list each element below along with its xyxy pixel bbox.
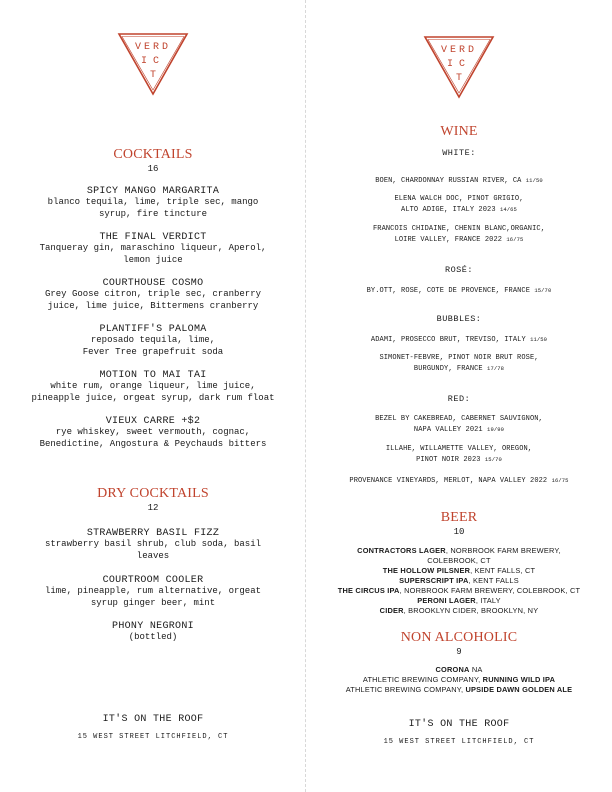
wine-price: 15/70 [534, 287, 552, 294]
non-alcoholic-price: 9 [456, 647, 462, 657]
drink-desc: Fever Tree grapefruit soda [82, 346, 224, 357]
menu-item [0, 370, 306, 404]
wine-price: 14/65 [499, 205, 517, 213]
footer-address: 15 WEST STREET LITCHFIELD, CT [77, 733, 229, 741]
wine-item: BOEN, CHARDONNAY RUSSIAN RIVER, CA 11/50 [375, 177, 543, 185]
list-item: PERONI LAGER, ITALY [417, 596, 501, 605]
drink-desc: Benedictine, Angostura & Peychauds bitters [39, 438, 267, 449]
drink-desc: strawberry basil shrub, club soda, basil [44, 539, 262, 549]
drink-name: STRAWBERRY BASIL FIZZ [86, 528, 220, 539]
drink-name: MOTION TO MAI TAI [99, 370, 207, 381]
wine-price: 17/78 [487, 364, 505, 372]
verdict-logo [117, 32, 189, 96]
drink-desc: syrup ginger beer, mint [90, 597, 216, 608]
drink-desc: Grey Goose citron, triple sec, cranberry [44, 289, 262, 299]
wine-rose-label: ROSÉ: [444, 265, 473, 275]
drink-desc: leaves [136, 550, 170, 561]
menu-item [0, 575, 306, 609]
verdict-logo [423, 35, 495, 99]
menu-item [0, 416, 306, 450]
drink-desc: reposado tequila, lime, [90, 335, 216, 345]
drink-desc: syrup, fire tincture [98, 208, 208, 219]
svg-text:IC: IC [140, 56, 166, 67]
drink-desc: pineapple juice, orgeat syrup, dark rum float [31, 392, 275, 403]
svg-text:VERD: VERD [440, 45, 478, 56]
list-item: THE CIRCUS IPA, NORBROOK FARM BREWERY, COLEBROOK, CT [337, 586, 581, 595]
drink-desc: (bottled) [128, 632, 178, 642]
beer-price: 10 [453, 527, 465, 537]
menu-item [0, 232, 306, 266]
drink-name: PHONY NEGRONI [112, 621, 194, 632]
menu-item [0, 186, 306, 220]
menu-item [0, 278, 306, 312]
wine-price: 15/70 [484, 455, 502, 463]
logo-triangle-icon [117, 32, 189, 96]
dry-cocktails-price: 12 [147, 503, 159, 513]
wine-item: BY.OTT, ROSE, COTE DE PROVENCE, FRANCE 15/70 [366, 287, 552, 295]
list-item: SUPERSCRIPT IPA, KENT FALLS [399, 576, 519, 585]
drink-name: COURTHOUSE COSMO [102, 278, 204, 289]
menu-item [0, 621, 306, 644]
cocktails-title: COCKTAILS [113, 147, 193, 162]
list-item: CORONA NA [435, 665, 483, 674]
list-item: CONTRACTORS LAGER, NORBROOK FARM BREWERY, [357, 546, 561, 555]
wine-item: SIMONET-FEBVRE, PINOT NOIR BRUT ROSE, BURGUNDY, FRANCE 17/78 [379, 354, 539, 373]
svg-text:VERD: VERD [134, 42, 172, 53]
logo-triangle-icon [423, 35, 495, 99]
beer-list [306, 546, 612, 616]
svg-text:T: T [455, 73, 463, 84]
list-item: THE HOLLOW PILSNER, KENT FALLS, CT [382, 566, 536, 575]
wine-price: 11/50 [530, 336, 548, 343]
dry-cocktails-title: DRY COCKTAILS [97, 486, 209, 501]
wine-bubbles-label: BUBBLES: [436, 314, 482, 324]
list-item: ATHLETIC BREWING COMPANY, RUNNING WILD IPA [362, 675, 556, 684]
list-item: CIDER, BROOKLYN CIDER, BROOKLYN, NY [379, 606, 539, 615]
drink-desc: white rum, orange liqueur, lime juice, [50, 381, 256, 391]
cocktails-price: 16 [147, 164, 159, 174]
wine-white-label: WHITE: [442, 148, 476, 158]
wine-item: ADAMI, PROSECCO BRUT, TREVISO, ITALY 11/50 [370, 336, 548, 344]
wine-price: 19/90 [487, 425, 505, 433]
list-item: COLEBROOK, CT [427, 556, 491, 565]
wine-item: FRANCOIS CHIDAINE, CHENIN BLANC,ORGANIC, LOIRE VALLEY, FRANCE 2022 16/75 [372, 225, 546, 244]
na-list [306, 665, 612, 695]
drink-desc: blanco tequila, lime, triple sec, mango [47, 197, 259, 207]
footer-title: IT'S ON THE ROOF [408, 719, 510, 730]
menu-item [0, 324, 306, 358]
drink-desc: Tanqueray gin, maraschino liqueur, Aperol, [39, 243, 267, 253]
drink-name: THE FINAL VERDICT [99, 232, 207, 243]
drink-name: SPICY MANGO MARGARITA [86, 186, 220, 197]
drink-desc: lime, pineapple, rum alternative, orgeat [44, 586, 262, 596]
wine-item: PROVENANCE VINEYARDS, MERLOT, NAPA VALLEY 2022 16/75 [349, 477, 569, 485]
menu-item [0, 528, 306, 562]
beer-title: BEER [440, 510, 478, 525]
drink-desc: juice, lime juice, Bittermens cranberry [47, 300, 259, 311]
svg-text:T: T [149, 70, 157, 81]
wine-item: ELENA WALCH DOC, PINOT GRIGIO, ALTO ADIGE, ITALY 2023 14/65 [394, 195, 524, 214]
wine-item: BEZEL BY CAKEBREAD, CABERNET SAUVIGNON, NAPA VALLEY 2021 19/90 [375, 415, 543, 434]
wine-price: 16/75 [506, 235, 524, 243]
non-alcoholic-title: NON ALCOHOLIC [400, 630, 518, 645]
wine-price: 16/75 [551, 477, 569, 484]
wine-title: WINE [440, 124, 478, 139]
svg-text:IC: IC [446, 59, 472, 70]
wine-item: ILLAHE, WILLAMETTE VALLEY, OREGON, PINOT NOIR 2023 15/70 [385, 445, 533, 464]
drink-desc: rye whiskey, sweet vermouth, cognac, [55, 427, 251, 437]
drink-desc: lemon juice [123, 254, 183, 265]
wine-price: 11/50 [525, 177, 543, 184]
footer-title: IT'S ON THE ROOF [102, 714, 204, 725]
drink-name: VIEUX CARRE +$2 [105, 416, 201, 427]
drink-name: COURTROOM COOLER [102, 575, 204, 586]
footer-address: 15 WEST STREET LITCHFIELD, CT [383, 738, 535, 746]
drink-name: PLANTIFF'S PALOMA [99, 324, 207, 335]
list-item: ATHLETIC BREWING COMPANY, UPSIDE DAWN GOLDEN ALE [345, 685, 573, 694]
wine-red-label: RED: [447, 394, 471, 404]
